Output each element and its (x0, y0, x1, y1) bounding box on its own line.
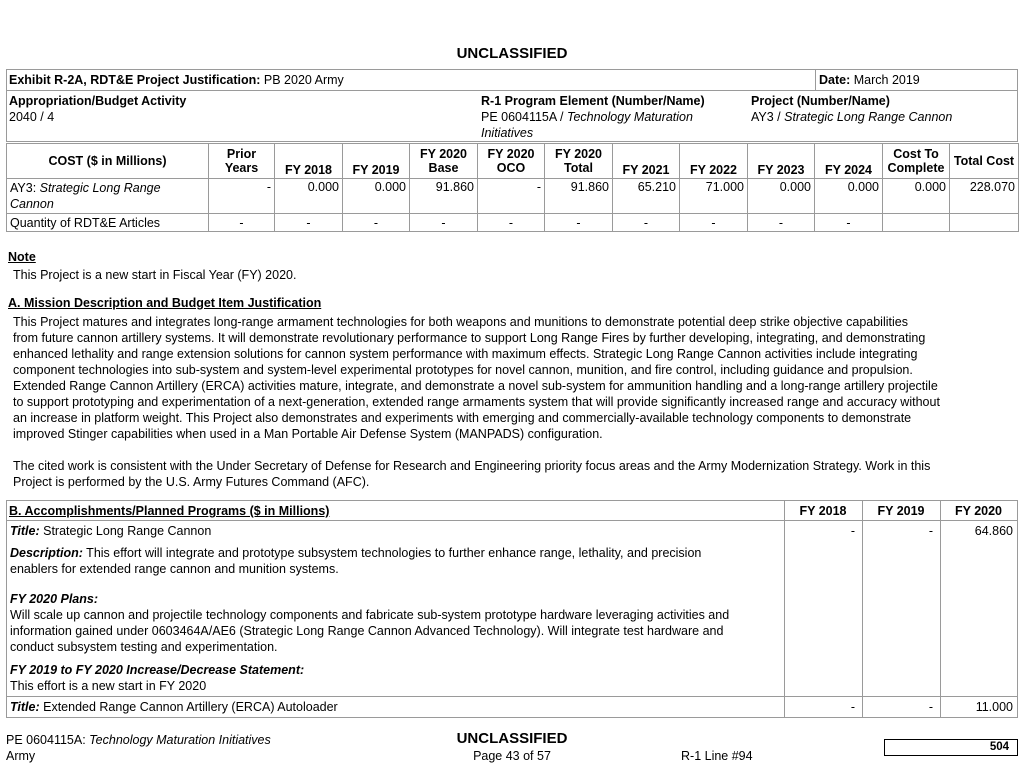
cost-cell: 0.000 (815, 179, 883, 214)
cost-cell: - (209, 214, 275, 232)
cost-cell: 228.070 (950, 179, 1019, 214)
statement-label: FY 2019 to FY 2020 Increase/Decrease Statement: (10, 663, 305, 677)
note-text: This Project is a new start in Fiscal Year (FY) 2020. (13, 268, 297, 282)
acc-value: 11.000 (975, 700, 1013, 714)
project-name: Strategic Long Range Cannon (784, 110, 953, 124)
cost-cell: 0.000 (275, 179, 343, 214)
cost-header-cell: FY 2022 (680, 144, 748, 179)
plans-line: Will scale up cannon and projectile technology components and fabricate sub-system prototype hardware leveraging activities and (10, 608, 730, 622)
r1-number: PE 0604115A / (481, 110, 567, 124)
acc-item-title (10, 700, 338, 714)
description-label: Description: (10, 546, 83, 560)
cost-cell: 91.860 (545, 179, 613, 214)
cost-header-cell: Cost To Complete (883, 144, 950, 179)
accomplishments-heading: B. Accomplishments/Planned Programs ($ in Millions) (9, 504, 330, 518)
cost-cell (883, 214, 950, 232)
cost-cell: - (748, 214, 815, 232)
acc-value: - (850, 700, 855, 714)
header-block (6, 69, 1018, 142)
appropriation (9, 93, 186, 125)
cost-header-cell: FY 2019 (343, 144, 410, 179)
r1-line: R-1 Line #94 (681, 749, 753, 763)
cost-header-cell: COST ($ in Millions) (7, 144, 209, 179)
cost-cell: 0.000 (343, 179, 410, 214)
cost-header-cell: FY 2020 Base (410, 144, 478, 179)
cost-cell: - (478, 179, 545, 214)
acc-value: - (928, 700, 933, 714)
cost-header-cell: Prior Years (209, 144, 275, 179)
mission-line: enhanced lethality and range extension solutions for cannon system performance with maximum effects. Strategic Long Range Cannon activities include integrating (13, 347, 918, 361)
mission-line: Project is performed by the U.S. Army Futures Command (AFC). (13, 475, 370, 489)
accomplishments-table (6, 500, 1018, 718)
cost-cell: - (343, 214, 410, 232)
cost-header-cell: FY 2024 (815, 144, 883, 179)
acc-description (10, 545, 780, 577)
date-label: Date: (819, 73, 851, 87)
r1-name: Technology Maturation Initiatives (481, 110, 693, 140)
cost-cell: - (613, 214, 680, 232)
cost-row-label: Quantity of RDT&E Articles (7, 214, 209, 232)
cost-header-cell: Total Cost (950, 144, 1019, 179)
description-line: This effort will integrate and prototype subsystem technologies to further enhance range, lethality, and precision (82, 546, 702, 560)
mission-line: an increase in platform weight. This Project also demonstrates and experiments with emerging and commercially-available technology components to demonstrate (13, 411, 912, 425)
acc-col-header: FY 2018 (799, 504, 847, 518)
r1-program-element (481, 93, 741, 141)
cost-cell: - (410, 214, 478, 232)
acc-value: 64.860 (974, 524, 1013, 538)
mission-line: from future cannon artillery systems. It will demonstrate revolutionary performance to support Long Range Fires by further developing, integrating, and demonstrating (13, 331, 926, 345)
cost-cell: 91.860 (410, 179, 478, 214)
page-number-box: 504 (884, 739, 1018, 756)
cost-cell (950, 214, 1019, 232)
cost-cell: - (545, 214, 613, 232)
plans-line: information gained under 0603464A/AE6 (Strategic Long Range Cannon Advanced Technology). Will integrate test hardware and (10, 624, 724, 638)
exhibit-value: PB 2020 Army (260, 73, 344, 87)
cost-header-cell: FY 2023 (748, 144, 815, 179)
mission-heading: A. Mission Description and Budget Item Justification (8, 296, 322, 310)
mission-line: to support prototyping and experimentation of a next-generation, extended range armaments system that will provide significantly increased range and accuracy without (13, 395, 940, 409)
footer-pe-name: Technology Maturation Initiatives (89, 733, 271, 747)
mission-line: improved Stinger capabilities when used in a Man Portable Air Defense System (MANPADS) configuration. (13, 427, 603, 441)
acc-statement (10, 662, 780, 694)
mission-line: Extended Range Cannon Artillery (ERCA) activities mature, integrate, and demonstrate a novel sub-system for ammunition handling and a long-range artillery projectile (13, 379, 938, 393)
cost-cell: - (209, 179, 275, 214)
cost-cell: 65.210 (613, 179, 680, 214)
footer-pe (6, 733, 271, 747)
title-label: Title: (10, 524, 40, 538)
page-indicator: Page 43 of 57 (473, 749, 551, 763)
statement-text: This effort is a new start in FY 2020 (10, 679, 207, 693)
cost-cell: 0.000 (748, 179, 815, 214)
project (751, 93, 952, 125)
cost-header-cell: FY 2020 Total (545, 144, 613, 179)
title-text: Extended Range Cannon Artillery (ERCA) Autoloader (39, 700, 338, 714)
classification-top: UNCLASSIFIED (456, 45, 568, 62)
project-number: AY3 / (751, 110, 785, 124)
cost-cell: 0.000 (883, 179, 950, 214)
appropriation-label: Appropriation/Budget Activity (9, 94, 187, 108)
footer-pe-number: PE 0604115A: (6, 733, 90, 747)
title-label: Title: (10, 700, 40, 714)
cost-header-cell: FY 2018 (275, 144, 343, 179)
mission-line: component technologies into sub-system and system-level experimental prototypes for novel cannon, munition, and fire control, including guidance and propulsion. (13, 363, 913, 377)
mission-line: This Project matures and integrates long-range armament technologies for both weapons and munitions to demonstrate potential deep strike objective capabilities (13, 315, 908, 329)
acc-col-header: FY 2020 (954, 504, 1003, 518)
project-code: AY3: (10, 181, 40, 195)
exhibit-title (9, 73, 344, 87)
cost-row-quantity (7, 214, 1019, 232)
title-text: Strategic Long Range Cannon (39, 524, 212, 538)
classification-bottom: UNCLASSIFIED (456, 730, 568, 747)
exhibit-label: Exhibit R-2A, RDT&E Project Justification: (9, 73, 261, 87)
plans-line: conduct subsystem testing and experimentation. (10, 640, 278, 654)
mission-paragraph (13, 314, 1018, 442)
cost-row-label (7, 179, 209, 214)
cost-header-row (7, 144, 1019, 179)
note-heading: Note (8, 250, 36, 264)
acc-value: - (850, 524, 855, 538)
acc-item-title (10, 524, 211, 538)
acc-value: - (928, 524, 933, 538)
cost-row-project (7, 179, 1019, 214)
cost-cell: 71.000 (680, 179, 748, 214)
appropriation-value: 2040 / 4 (9, 110, 55, 124)
mission-paragraph-2 (13, 458, 1018, 490)
cost-table (6, 143, 1019, 232)
cost-header-cell: FY 2020 OCO (478, 144, 545, 179)
r1-label: R-1 Program Element (Number/Name) (481, 94, 705, 108)
description-line: enablers for extended range cannon and munition systems. (10, 562, 339, 576)
cost-cell: - (478, 214, 545, 232)
date (819, 73, 920, 87)
cost-cell: - (815, 214, 883, 232)
mission-line: The cited work is consistent with the Under Secretary of Defense for Research and Engineering priority focus areas and the Army Modernization Strategy. Work in this (13, 459, 931, 473)
plans-label: FY 2020 Plans: (10, 592, 99, 606)
cost-cell: - (275, 214, 343, 232)
acc-plans (10, 591, 785, 655)
footer-service: Army (6, 749, 36, 763)
date-value: March 2019 (850, 73, 920, 87)
cost-cell: - (680, 214, 748, 232)
project-title: Strategic Long Range Cannon (10, 181, 161, 211)
acc-col-header: FY 2019 (877, 504, 925, 518)
project-label: Project (Number/Name) (751, 94, 890, 108)
cost-header-cell: FY 2021 (613, 144, 680, 179)
